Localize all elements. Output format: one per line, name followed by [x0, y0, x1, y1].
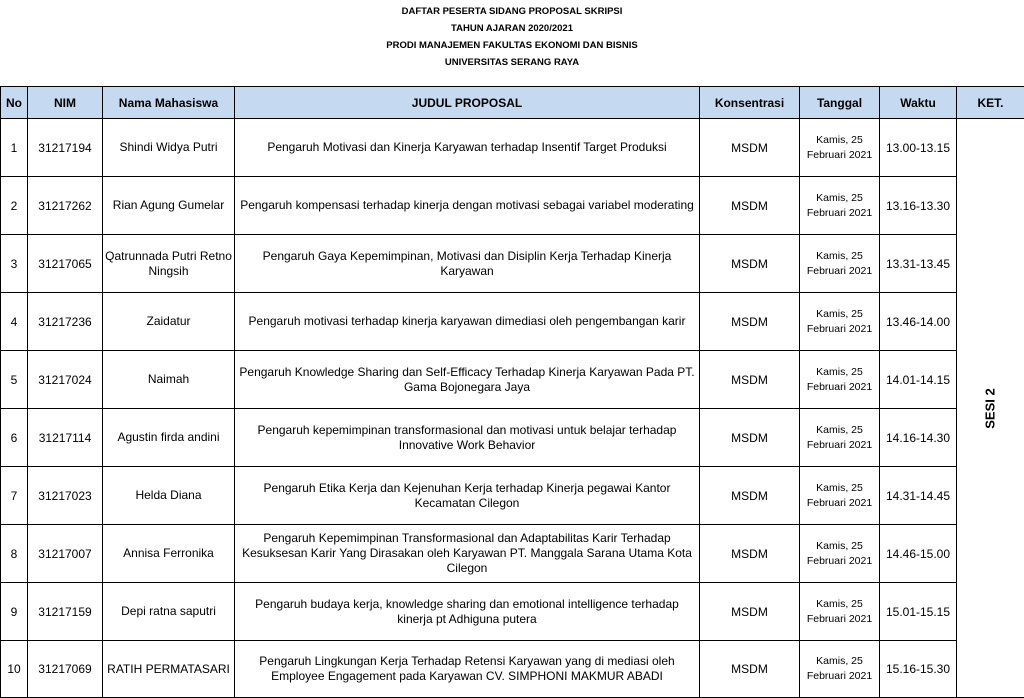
cell-no: 5 [1, 351, 28, 409]
cell-konsentrasi: MSDM [700, 583, 800, 641]
cell-nama: Naimah [103, 351, 235, 409]
cell-judul: Pengaruh motivasi terhadap kinerja karyawan dimediasi oleh pengembangan karir [235, 293, 700, 351]
cell-no: 9 [1, 583, 28, 641]
cell-konsentrasi: MSDM [700, 641, 800, 698]
cell-nim: 31217114 [28, 409, 103, 467]
cell-judul: Pengaruh budaya kerja, knowledge sharing dan emotional intelligence terhadap kinerja pt Adhiguna putera [235, 583, 700, 641]
cell-tanggal: Kamis, 25 Februari 2021 [800, 235, 880, 293]
cell-tanggal: Kamis, 25 Februari 2021 [800, 293, 880, 351]
header-faculty: PRODI MANAJEMEN FAKULTAS EKONOMI DAN BISNIS [386, 40, 638, 51]
cell-nama: RATIH PERMATASARI [103, 641, 235, 698]
cell-judul: Pengaruh Gaya Kepemimpinan, Motivasi dan Disiplin Kerja Terhadap Kinerja Karyawan [235, 235, 700, 293]
cell-judul: Pengaruh Knowledge Sharing dan Self-Efficacy Terhadap Kinerja Karyawan Pada PT. Gama Bojonegara Jaya [235, 351, 700, 409]
cell-tanggal: Kamis, 25 Februari 2021 [800, 467, 880, 525]
cell-judul: Pengaruh Etika Kerja dan Kejenuhan Kerja terhadap Kinerja pegawai Kantor Kecamatan Cilegon [235, 467, 700, 525]
cell-nama: Annisa Ferronika [103, 525, 235, 583]
table-row [1, 409, 1024, 467]
cell-tanggal: Kamis, 25 Februari 2021 [800, 641, 880, 698]
cell-nama: Shindi Widya Putri [103, 119, 235, 177]
cell-tanggal: Kamis, 25 Februari 2021 [800, 119, 880, 177]
cell-nim: 31217065 [28, 235, 103, 293]
cell-nama: Depi ratna saputri [103, 583, 235, 641]
cell-waktu: 14.46-15.00 [880, 525, 957, 583]
cell-tanggal: Kamis, 25 Februari 2021 [800, 583, 880, 641]
col-header-nim: NIM [28, 87, 103, 119]
cell-nama: Qatrunnada Putri Retno Ningsih [103, 235, 235, 293]
cell-no: 7 [1, 467, 28, 525]
cell-no: 8 [1, 525, 28, 583]
cell-nim: 31217069 [28, 641, 103, 698]
cell-judul: Pengaruh kompensasi terhadap kinerja dengan motivasi sebagai variabel moderating [235, 177, 700, 235]
col-header-nama: Nama Mahasiswa [103, 87, 235, 119]
cell-nim: 31217024 [28, 351, 103, 409]
table-row [1, 641, 1024, 698]
cell-konsentrasi: MSDM [700, 409, 800, 467]
col-header-no: No [1, 87, 28, 119]
cell-nim: 31217236 [28, 293, 103, 351]
cell-nama: Helda Diana [103, 467, 235, 525]
cell-nim: 31217262 [28, 177, 103, 235]
cell-no: 3 [1, 235, 28, 293]
col-header-judul: JUDUL PROPOSAL [235, 87, 700, 119]
participants-table [0, 86, 1024, 698]
cell-nama: Zaidatur [103, 293, 235, 351]
cell-waktu: 15.16-15.30 [880, 641, 957, 698]
table-row [1, 119, 1024, 177]
document-header [0, 0, 1024, 86]
cell-nim: 31217023 [28, 467, 103, 525]
cell-konsentrasi: MSDM [700, 177, 800, 235]
cell-konsentrasi: MSDM [700, 525, 800, 583]
table-row [1, 177, 1024, 235]
col-header-ket: KET. [957, 87, 1024, 119]
cell-nama: Rian Agung Gumelar [103, 177, 235, 235]
col-header-tanggal: Tanggal [800, 87, 880, 119]
cell-waktu: 13.16-13.30 [880, 177, 957, 235]
cell-no: 4 [1, 293, 28, 351]
cell-no: 2 [1, 177, 28, 235]
table-row [1, 351, 1024, 409]
cell-tanggal: Kamis, 25 Februari 2021 [800, 525, 880, 583]
cell-tanggal: Kamis, 25 Februari 2021 [800, 409, 880, 467]
cell-ket-session [957, 119, 1024, 698]
col-header-waktu: Waktu [880, 87, 957, 119]
cell-konsentrasi: MSDM [700, 293, 800, 351]
cell-waktu: 15.01-15.15 [880, 583, 957, 641]
cell-waktu: 13.31-13.45 [880, 235, 957, 293]
cell-nim: 31217194 [28, 119, 103, 177]
cell-waktu: 14.16-14.30 [880, 409, 957, 467]
table-row [1, 467, 1024, 525]
cell-waktu: 14.01-14.15 [880, 351, 957, 409]
header-academic-year: TAHUN AJARAN 2020/2021 [451, 23, 573, 34]
cell-no: 10 [1, 641, 28, 698]
header-university: UNIVERSITAS SERANG RAYA [444, 57, 580, 68]
cell-konsentrasi: MSDM [700, 351, 800, 409]
cell-waktu: 13.46-14.00 [880, 293, 957, 351]
cell-nim: 31217007 [28, 525, 103, 583]
col-header-konsentrasi: Konsentrasi [700, 87, 800, 119]
cell-nim: 31217159 [28, 583, 103, 641]
cell-judul: Pengaruh Lingkungan Kerja Terhadap Retensi Karyawan yang di mediasi oleh Employee Engagement pada Karyawan CV. SIMPHONI MAKMUR ABADI [235, 641, 700, 698]
cell-judul: Pengaruh Kepemimpinan Transformasional dan Adaptabilitas Karir Terhadap Kesuksesan Karir Yang Dirasakan oleh Karyawan PT. Manggala Sarana Utama Kota Cilegon [235, 525, 700, 583]
table-row [1, 293, 1024, 351]
cell-waktu: 13.00-13.15 [880, 119, 957, 177]
cell-konsentrasi: MSDM [700, 235, 800, 293]
table-row [1, 583, 1024, 641]
cell-konsentrasi: MSDM [700, 467, 800, 525]
cell-no: 6 [1, 409, 28, 467]
table-row [1, 235, 1024, 293]
cell-nama: Agustin firda andini [103, 409, 235, 467]
cell-konsentrasi: MSDM [700, 119, 800, 177]
cell-judul: Pengaruh kepemimpinan transformasional dan motivasi untuk belajar terhadap Innovative Work Behavior [235, 409, 700, 467]
cell-tanggal: Kamis, 25 Februari 2021 [800, 351, 880, 409]
session-label: SESI 2 [983, 387, 998, 429]
table-header-row [1, 87, 1024, 119]
cell-no: 1 [1, 119, 28, 177]
table-row [1, 525, 1024, 583]
cell-tanggal: Kamis, 25 Februari 2021 [800, 177, 880, 235]
cell-waktu: 14.31-14.45 [880, 467, 957, 525]
header-title: DAFTAR PESERTA SIDANG PROPOSAL SKRIPSI [401, 6, 623, 17]
cell-judul: Pengaruh Motivasi dan Kinerja Karyawan terhadap Insentif Target Produksi [235, 119, 700, 177]
